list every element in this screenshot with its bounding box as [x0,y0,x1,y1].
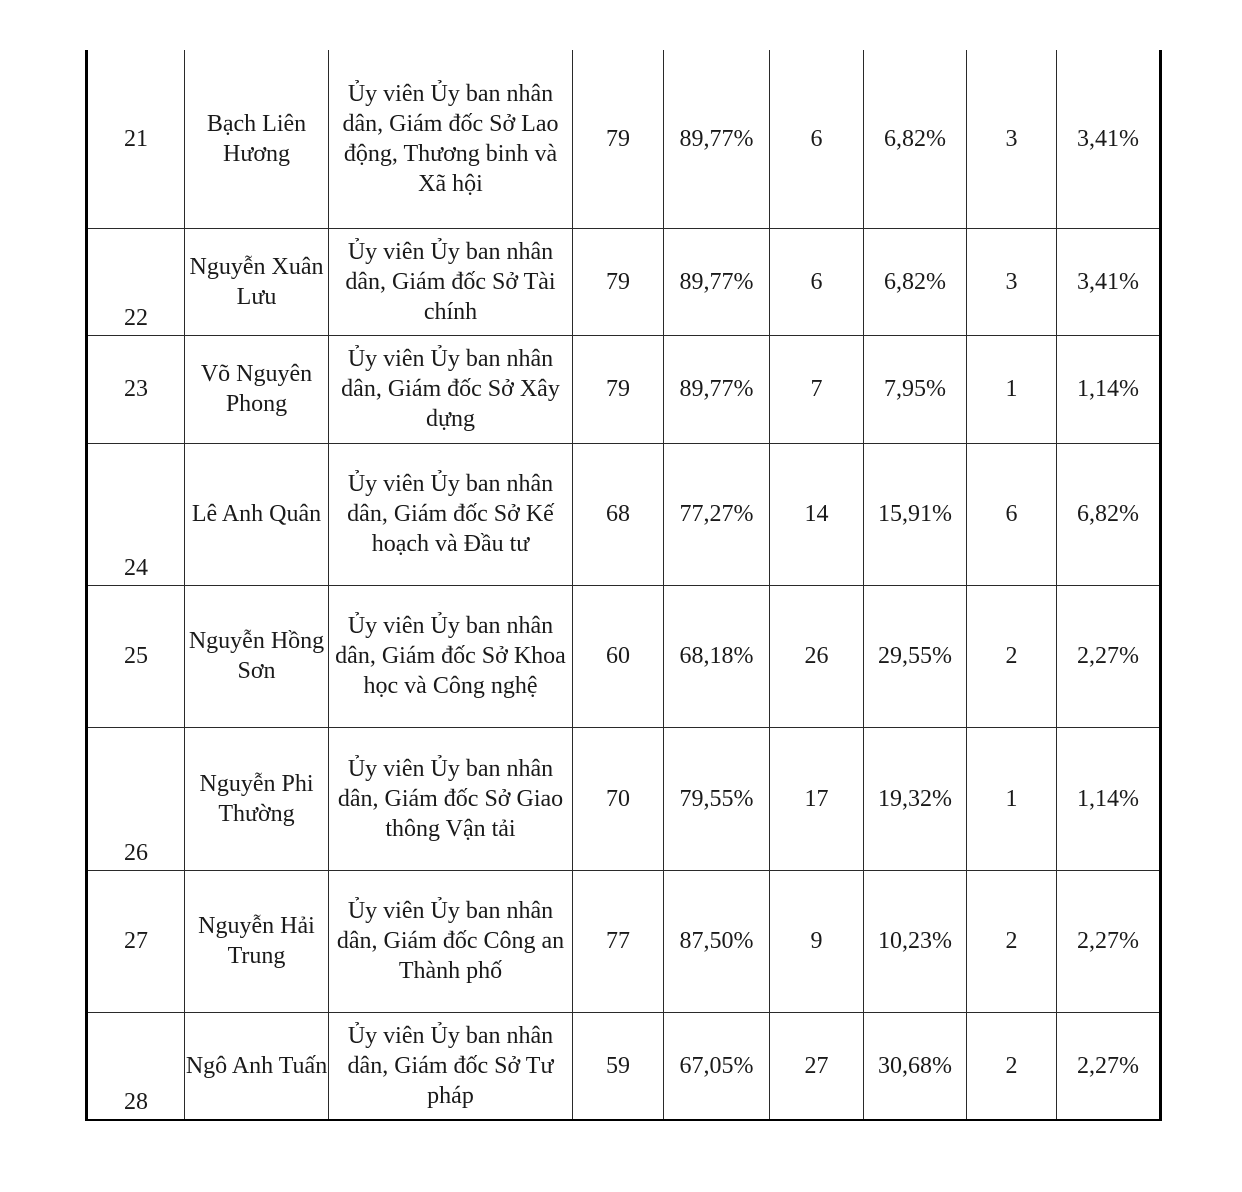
low-trust-percent: 3,41% [1057,228,1161,335]
official-name: Nguyễn Hải Trung [185,870,329,1012]
low-trust-percent: 2,27% [1057,585,1161,727]
vote-results-table [85,50,1162,1121]
high-trust-count: 68 [573,443,664,585]
vote-results-table-container [85,50,1159,1120]
row-index: 28 [87,1012,185,1120]
trust-percent: 6,82% [864,228,967,335]
trust-count: 14 [770,443,864,585]
high-trust-percent: 87,50% [664,870,770,1012]
high-trust-percent: 68,18% [664,585,770,727]
trust-count: 26 [770,585,864,727]
official-position: Ủy viên Ủy ban nhân dân, Giám đốc Sở Tài chính [329,228,573,335]
high-trust-percent: 89,77% [664,335,770,443]
low-trust-count: 2 [967,870,1057,1012]
row-index: 26 [87,727,185,870]
official-name: Nguyễn Hồng Sơn [185,585,329,727]
trust-count: 27 [770,1012,864,1120]
low-trust-count: 2 [967,1012,1057,1120]
low-trust-percent: 2,27% [1057,870,1161,1012]
row-index: 25 [87,585,185,727]
official-position: Ủy viên Ủy ban nhân dân, Giám đốc Sở Khoa học và Công nghệ [329,585,573,727]
official-position: Ủy viên Ủy ban nhân dân, Giám đốc Sở Lao động, Thương binh và Xã hội [329,50,573,228]
row-index: 23 [87,335,185,443]
low-trust-percent: 1,14% [1057,335,1161,443]
trust-percent: 19,32% [864,727,967,870]
high-trust-percent: 67,05% [664,1012,770,1120]
official-name: Bạch Liên Hương [185,50,329,228]
high-trust-count: 79 [573,228,664,335]
trust-count: 7 [770,335,864,443]
high-trust-count: 79 [573,50,664,228]
row-index: 24 [87,443,185,585]
high-trust-count: 77 [573,870,664,1012]
low-trust-percent: 2,27% [1057,1012,1161,1120]
trust-count: 6 [770,228,864,335]
high-trust-count: 70 [573,727,664,870]
trust-count: 6 [770,50,864,228]
trust-percent: 29,55% [864,585,967,727]
high-trust-percent: 89,77% [664,50,770,228]
trust-count: 9 [770,870,864,1012]
table-row [87,443,1161,585]
table-row [87,1012,1161,1120]
row-index: 27 [87,870,185,1012]
official-name: Võ Nguyên Phong [185,335,329,443]
table-row [87,870,1161,1012]
low-trust-count: 1 [967,727,1057,870]
high-trust-percent: 79,55% [664,727,770,870]
low-trust-count-highlighted: 1 [967,335,1057,443]
official-name: Lê Anh Quân [185,443,329,585]
table-row [87,585,1161,727]
high-trust-count: 60 [573,585,664,727]
trust-percent: 7,95% [864,335,967,443]
high-trust-count: 59 [573,1012,664,1120]
official-name: Nguyễn Phi Thường [185,727,329,870]
trust-percent: 6,82% [864,50,967,228]
table-row [87,50,1161,228]
low-trust-percent: 1,14% [1057,727,1161,870]
low-trust-percent: 3,41% [1057,50,1161,228]
trust-percent: 30,68% [864,1012,967,1120]
official-name: Nguyễn Xuân Lưu [185,228,329,335]
high-trust-count: 79 [573,335,664,443]
low-trust-count: 2 [967,585,1057,727]
low-trust-count: 6 [967,443,1057,585]
low-trust-count: 3 [967,228,1057,335]
table-row [87,727,1161,870]
official-position: Ủy viên Ủy ban nhân dân, Giám đốc Sở Giao thông Vận tải [329,727,573,870]
official-position: Ủy viên Ủy ban nhân dân, Giám đốc Công an Thành phố [329,870,573,1012]
table-row [87,228,1161,335]
trust-percent: 15,91% [864,443,967,585]
row-index: 22 [87,228,185,335]
official-position: Ủy viên Ủy ban nhân dân, Giám đốc Sở Xây dựng [329,335,573,443]
high-trust-percent: 77,27% [664,443,770,585]
table-row [87,335,1161,443]
trust-count: 17 [770,727,864,870]
low-trust-percent: 6,82% [1057,443,1161,585]
trust-percent: 10,23% [864,870,967,1012]
row-index: 21 [87,50,185,228]
low-trust-count: 3 [967,50,1057,228]
official-position: Ủy viên Ủy ban nhân dân, Giám đốc Sở Kế hoạch và Đầu tư [329,443,573,585]
high-trust-percent: 89,77% [664,228,770,335]
official-name: Ngô Anh Tuấn [185,1012,329,1120]
official-position: Ủy viên Ủy ban nhân dân, Giám đốc Sở Tư pháp [329,1012,573,1120]
